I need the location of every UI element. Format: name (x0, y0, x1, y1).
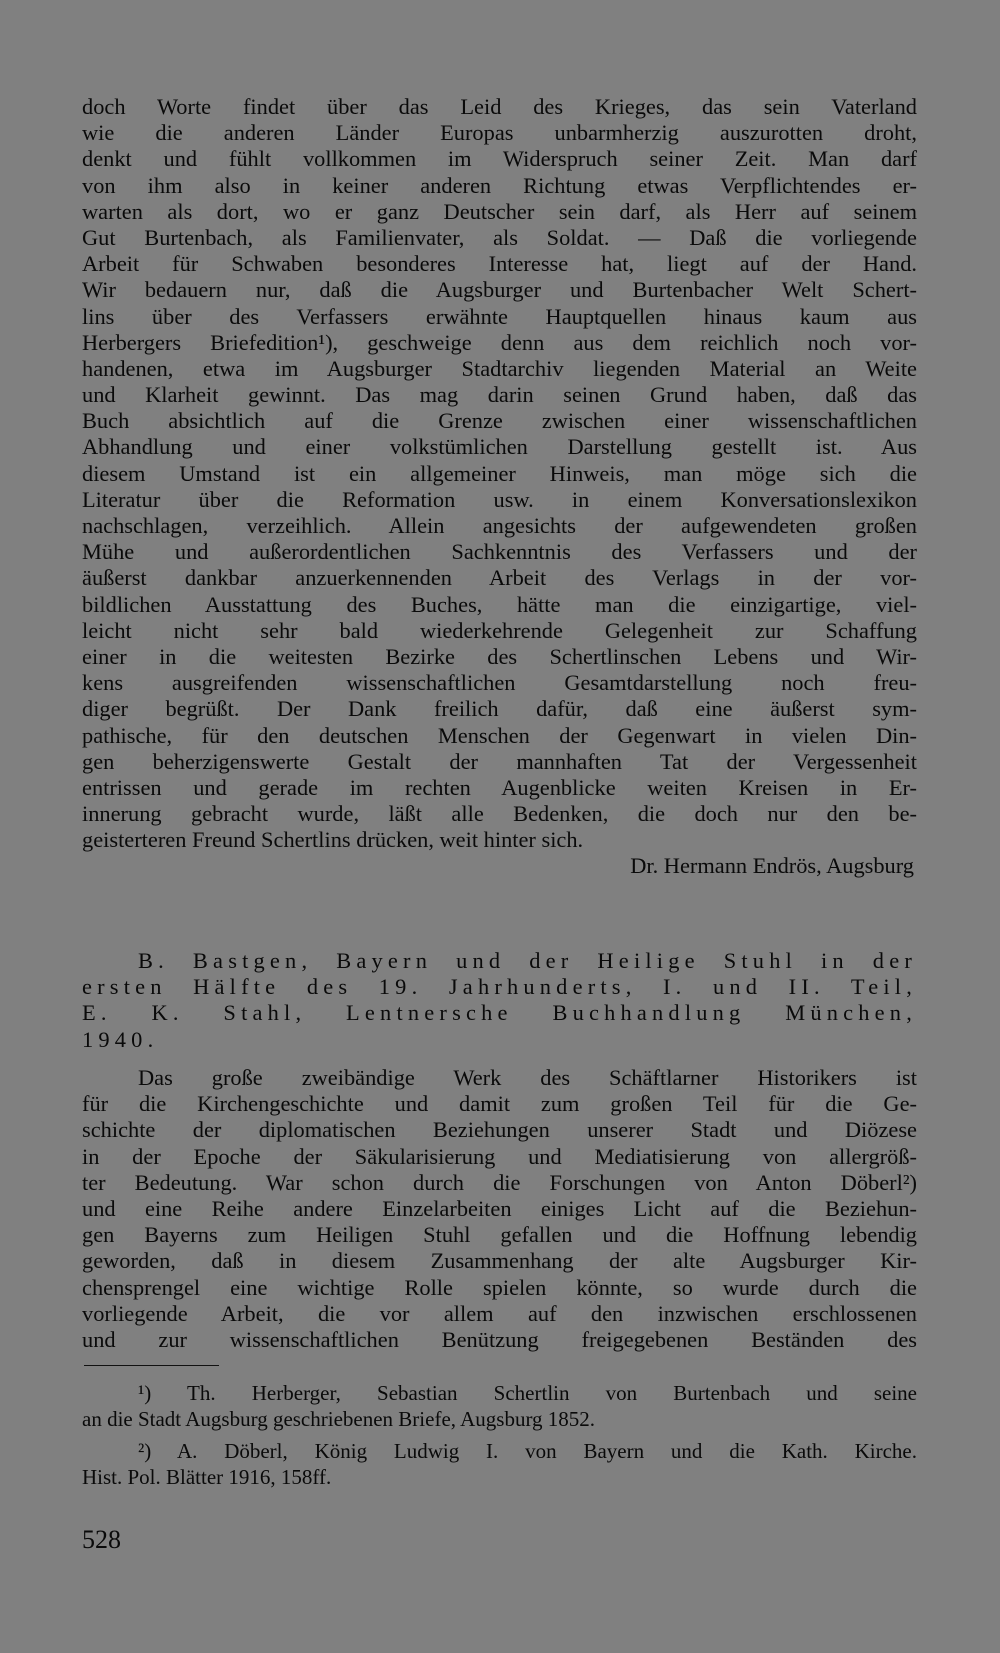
text-line: wie die anderen Länder Europas unbarmherzig auszurotten droht, (82, 120, 917, 146)
text-line: denkt und fühlt vollkommen im Widerspruch seiner Zeit. Man darf (82, 146, 917, 172)
heading-line: ersten Hälfte des 19. Jahrhunderts, I. und II. Teil, (82, 974, 917, 1000)
text-line: für die Kirchengeschichte und damit zum großen Teil für die Ge- (82, 1091, 917, 1117)
text-line: Mühe und außerordentlichen Sachkenntnis des Verfassers und der (82, 539, 917, 565)
text-line: leicht nicht sehr bald wiederkehrende Gelegenheit zur Schaffung (82, 617, 917, 643)
footnote-line: ¹) Th. Herberger, Sebastian Schertlin von Burtenbach und seine (138, 1381, 917, 1405)
text-line: warten als dort, wo er ganz Deutscher sein darf, als Herr auf seinem (82, 198, 917, 224)
text-line: nachschlagen, verzeihlich. Allein angesichts der aufgewendeten großen (82, 513, 917, 538)
text-line: Herbergers Briefedition¹), geschweige denn aus dem reichlich noch vor- (82, 329, 917, 355)
footnotes (82, 1380, 917, 1496)
text-line: kens ausgreifenden wissenschaftlichen Gesamtdarstellung noch freu- (82, 670, 917, 696)
page-number: 528 (82, 1525, 121, 1554)
text-line: Buch absichtlich auf die Grenze zwischen einer wissenschaftlichen (82, 408, 917, 434)
text-line: äußerst dankbar anzuerkennenden Arbeit des Verlags in der vor- (82, 565, 917, 591)
text-line: Abhandlung und einer volkstümlichen Darstellung gestellt ist. Aus (82, 434, 917, 460)
review-signature: Dr. Hermann Endrös, Augsburg (630, 853, 914, 879)
review-paragraph (82, 94, 917, 853)
text-line: Wir bedauern nur, daß die Augsburger und Burtenbacher Welt Schert- (82, 277, 917, 303)
text-line: Arbeit für Schwaben besonderes Interesse hat, liegt auf der Hand. (82, 251, 917, 277)
heading-line: 1940. (82, 1026, 159, 1052)
footnote-line: ²) A. Döberl, König Ludwig I. von Bayern und die Kath. Kirche. (138, 1438, 917, 1463)
review-body (82, 1065, 917, 1353)
text-line: von ihm also in keiner anderen Richtung etwas Verpflichtendes er- (82, 172, 917, 198)
text-line: geisterteren Freund Schertlins drücken, weit hinter sich. (82, 827, 584, 853)
text-line: vorliegende Arbeit, die vor allem auf den inzwischen erschlossenen (82, 1300, 917, 1326)
footnote (82, 1438, 917, 1491)
text-line: Gut Burtenbach, als Familienvater, als Soldat. — Daß die vorliegende (82, 224, 917, 250)
text-line: in der Epoche der Säkularisierung und Mediatisierung von allergröß- (82, 1143, 917, 1169)
footnote-line: Hist. Pol. Blätter 1916, 158ff. (82, 1465, 332, 1490)
review-paragraph (82, 1065, 917, 1353)
book-citation-heading (82, 948, 917, 1053)
text-line: schichte der diplomatischen Beziehungen unserer Stadt und Diözese (82, 1117, 917, 1143)
heading-line: B. Bastgen, Bayern und der Heilige Stuhl in der (138, 948, 917, 973)
text-line: und zur wissenschaftlichen Benützung freigegebenen Beständen des (82, 1326, 917, 1352)
text-line: und Klarheit gewinnt. Das mag darin seinen Grund haben, daß das (82, 382, 917, 408)
text-line: Das große zweibändige Werk des Schäftlarner Historikers ist (138, 1065, 917, 1090)
text-line: pathische, für den deutschen Menschen der Gegenwart in vielen Din- (82, 722, 917, 748)
text-line: einer in die weitesten Bezirke des Schertlinschen Lebens und Wir- (82, 643, 917, 669)
text-line: handenen, etwa im Augsburger Stadtarchiv liegenden Material an Weite (82, 355, 917, 381)
review-text-block (82, 94, 917, 880)
text-line: gen Bayerns zum Heiligen Stuhl gefallen und die Hoffnung lebendig (82, 1222, 917, 1248)
footnote-divider (84, 1365, 219, 1366)
text-line: doch Worte findet über das Leid des Krieges, das sein Vaterland (82, 94, 917, 119)
text-line: diger begrüßt. Der Dank freilich dafür, daß eine äußerst sym- (82, 696, 917, 722)
text-line: und eine Reihe andere Einzelarbeiten einiges Licht auf die Beziehun- (82, 1195, 917, 1221)
text-line: innerung gebracht wurde, läßt alle Bedenken, die doch nur den be- (82, 801, 917, 827)
text-line: entrissen und gerade im rechten Augenblicke weiten Kreisen in Er- (82, 774, 917, 800)
heading-line: E. K. Stahl, Lentnersche Buchhandlung München, (82, 1000, 917, 1026)
footnote-line: an die Stadt Augsburg geschriebenen Briefe, Augsburg 1852. (82, 1407, 596, 1432)
text-line: bildlichen Ausstattung des Buches, hätte man die einzigartige, viel- (82, 591, 917, 617)
text-line: chensprengel eine wichtige Rolle spielen könnte, so wurde durch die (82, 1274, 917, 1300)
text-line: gen beherzigenswerte Gestalt der mannhaften Tat der Vergessenheit (82, 748, 917, 774)
text-line: diesem Umstand ist ein allgemeiner Hinweis, man möge sich die (82, 460, 917, 486)
text-line: lins über des Verfassers erwähnte Hauptquellen hinaus kaum aus (82, 303, 917, 329)
text-line: ter Bedeutung. War schon durch die Forschungen von Anton Döberl²) (82, 1169, 917, 1195)
footnote (82, 1380, 917, 1433)
text-line: Literatur über die Reformation usw. in einem Konversationslexikon (82, 486, 917, 512)
text-line: geworden, daß in diesem Zusammenhang der alte Augsburger Kir- (82, 1248, 917, 1274)
